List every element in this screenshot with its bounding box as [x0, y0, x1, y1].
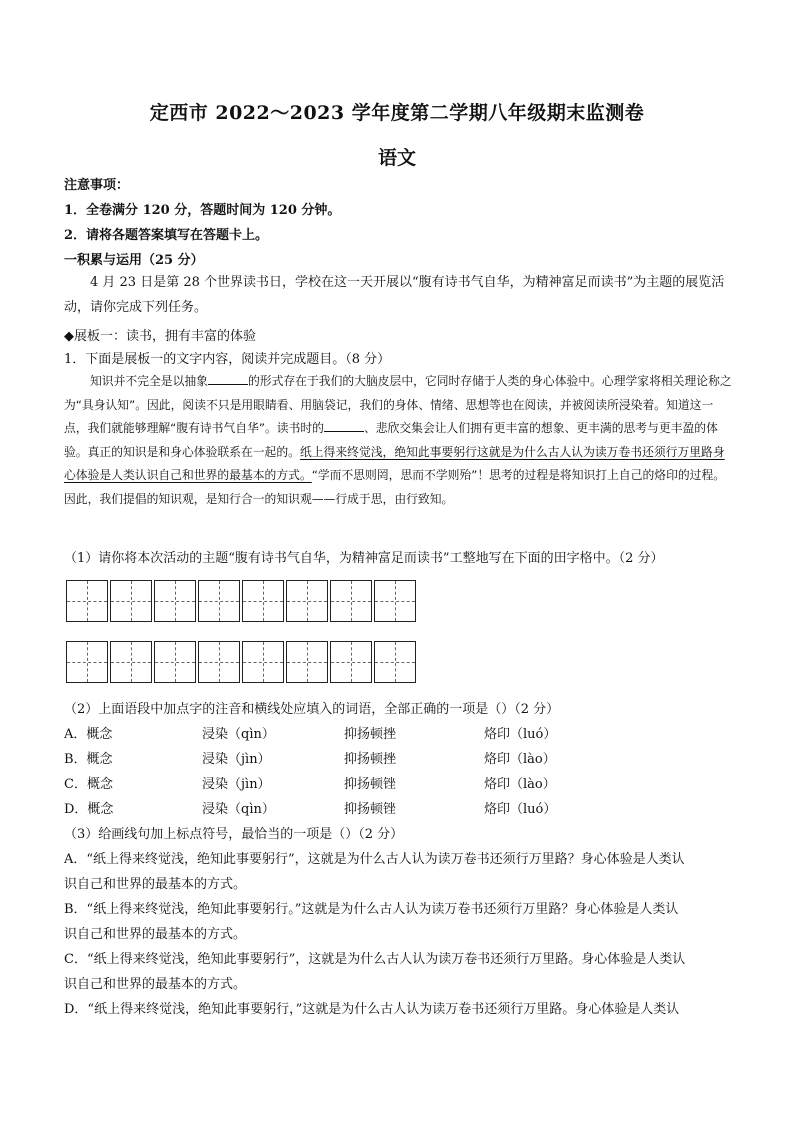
option-3c-line-2: 识自己和世界的最基本的方式。	[64, 977, 247, 992]
option-3d-line-1[interactable]: D．“纸上得来终觉浅，绝知此事要躬行，”这就是为什么古人认为读万卷书还须行万里路。身心体验是人类认	[64, 1002, 680, 1017]
option-3a-line-1[interactable]: A．“纸上得来终觉浅，绝知此事要躬行”，这就是为什么古人认为读万卷书还须行万里路？身心体验是人类认	[64, 852, 685, 867]
option-c-col-4: 烙印（lào）	[484, 777, 556, 792]
answer-blank-1	[208, 372, 248, 385]
question-1-1: （1）请你将本次活动的主题“腹有诗书气自华，为精神富足而读书”工整地写在下面的田字格中。（2 分）	[64, 551, 664, 566]
option-3b-line-2: 识自己和世界的最基本的方式。	[64, 927, 247, 942]
option-b-col-3: 抑扬顿挫	[344, 752, 397, 767]
grid-cell[interactable]	[374, 641, 416, 683]
question-1: 1．下面是展板一的文字内容，阅读并完成题目。（8 分）	[64, 352, 391, 367]
board-heading: ◆展板一：读书，拥有丰富的体验	[64, 329, 256, 344]
option-3a-line-2: 识自己和世界的最基本的方式。	[64, 877, 247, 892]
grid-cell[interactable]	[242, 641, 284, 683]
grid-cell[interactable]	[330, 580, 372, 622]
option-a-col-4: 烙印（luó）	[484, 727, 557, 742]
option-3b-line-1[interactable]: B．“纸上得来终觉浅，绝知此事要躬行。”这就是为什么古人认为读万卷书还须行万里路？身心体验是人类认	[64, 902, 679, 917]
passage-text-5: “学而不思则罔，思而不学则殆”！思考的过程是将知识打上自己的烙印的过程。因此，我们提倡的知识观，是知行合一的知识观——行成于思，由行致知。	[64, 468, 726, 506]
option-d-col-3: 抑扬顿锉	[344, 802, 397, 817]
option-row-d[interactable]	[64, 798, 744, 818]
grid-cell[interactable]	[66, 641, 108, 683]
option-b-col-2: 浸染（jìn）	[202, 752, 271, 767]
question-1-3: （3）给画线句加上标点符号，最恰当的一项是（）（2 分）	[64, 827, 404, 842]
grid-cell[interactable]	[110, 641, 152, 683]
page-title: 定西市 2022～2023 学年度第二学期八年级期末监测卷	[149, 102, 645, 124]
section-heading: 一积累与运用（25 分）	[64, 253, 204, 268]
option-c-col-3: 抑扬顿锉	[344, 777, 397, 792]
grid-cell[interactable]	[66, 580, 108, 622]
intro-paragraph: 4 月 23 日是第 28 个世界读书日，学校在这一天开展以“腹有诗书气自华，为精神富足而读书”为主题的展览活动，请你完成下列任务。	[64, 275, 725, 315]
grid-cell[interactable]	[374, 580, 416, 622]
option-b-col-1: B．概念	[64, 752, 113, 767]
grid-cell[interactable]	[286, 580, 328, 622]
passage-text-3: 、悲欣交集会让人们拥有更丰富的想象、更丰满的思考与更丰盈的体验。真正的知识是和身心体验联系在一起的。	[64, 421, 718, 459]
option-d-col-4: 烙印（luó）	[484, 802, 557, 817]
notice-item-1: 1．全卷满分 120 分，答题时间为 120 分钟。	[64, 203, 341, 218]
writing-grid-row-2	[66, 641, 418, 683]
notice-item-2: 2．请将各题答案填写在答题卡上。	[64, 228, 269, 243]
option-c-col-1: C．概念	[64, 777, 113, 792]
grid-cell[interactable]	[154, 580, 196, 622]
subject-title: 语文	[377, 147, 416, 169]
grid-cell[interactable]	[110, 580, 152, 622]
option-a-col-2: 浸染（qìn）	[202, 727, 275, 742]
reading-passage	[64, 370, 732, 511]
option-row-a[interactable]	[64, 723, 744, 743]
grid-cell[interactable]	[198, 641, 240, 683]
writing-grid-row-1	[66, 580, 418, 622]
option-d-col-2: 浸染（qìn）	[202, 802, 275, 817]
grid-cell[interactable]	[330, 641, 372, 683]
grid-cell[interactable]	[154, 641, 196, 683]
answer-blank-2	[324, 419, 364, 432]
option-3c-line-1[interactable]: C．“纸上得来终觉浅，绝知此事要躬行”，这就是为什么古人认为读万卷书还须行万里路。身心体验是人类认	[64, 952, 686, 967]
underlined-sentence: 纸上得来终觉浅，绝知此事要躬行这就是为什么古人认为读万卷书还须行万里路身心体验是人类认识自己和世界的最基本的方式。	[64, 444, 725, 482]
notice-heading: 注意事项：	[64, 178, 130, 193]
grid-cell[interactable]	[286, 641, 328, 683]
option-row-b[interactable]	[64, 748, 744, 768]
option-row-c[interactable]	[64, 773, 744, 793]
option-b-col-4: 烙印（lào）	[484, 752, 556, 767]
passage-text-2: 的形式存在于我们的大脑皮层中，它同时存储于人类的身心体验中。心理学家将相关理论称之为“具身认知”。因此，阅读不只是用眼睛看、用脑袋记，我们的身体、情绪、思想等也在阅读，并被阅读所浸染着。知道这一点，我们就能够理解“腹有诗书气自华”。读书时的	[64, 374, 732, 435]
grid-cell[interactable]	[242, 580, 284, 622]
option-a-col-3: 抑扬顿挫	[344, 727, 397, 742]
option-c-col-2: 浸染（jìn）	[202, 777, 271, 792]
option-d-col-1: D．概念	[64, 802, 114, 817]
passage-text-1: 知识并不完全是以抽象	[90, 374, 208, 388]
option-a-col-1: A．概念	[64, 727, 113, 742]
grid-cell[interactable]	[198, 580, 240, 622]
question-1-2: （2）上面语段中加点字的注音和横线处应填入的词语，全部正确的一项是（）（2 分）	[64, 702, 560, 717]
